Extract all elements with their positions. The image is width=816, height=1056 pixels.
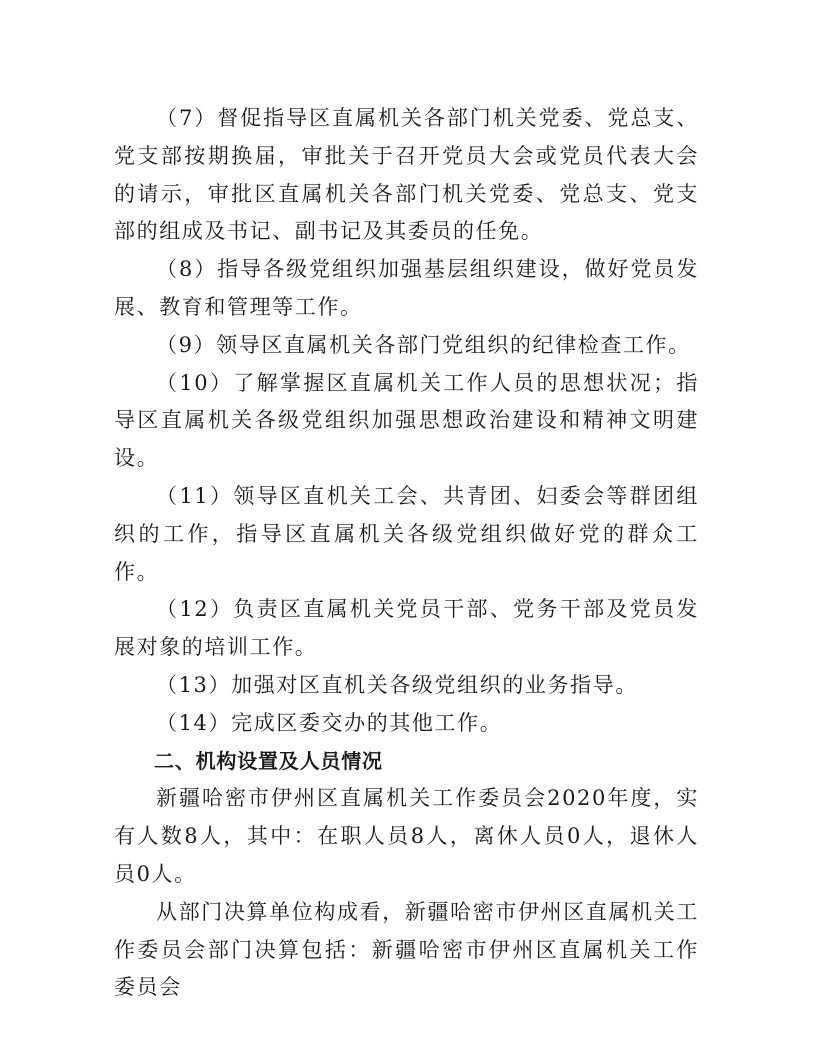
composition-paragraph: 从部门决算单位构成看，新疆哈密市伊州区直属机关工作委员会部门决算包括：新疆哈密市伊州区直属机关工作委员会 (114, 899, 699, 1000)
paragraph-item-12: （12）负责区直属机关党员干部、党务干部及党员发展对象的培训工作。 (114, 597, 699, 660)
staffing-paragraph: 新疆哈密市伊州区直属机关工作委员会2020年度，实有人数8人，其中：在职人员8人，离休人员0人，退休人员0人。 (114, 786, 699, 886)
paragraph-item-7: （7）督促指导区直属机关各部门机关党委、党总支、党支部按期换届，审批关于召开党员大会或党员代表大会的请示，审批区直属机关各部门机关党委、党总支、党支部的组成及书记、副书记及其委员的任免。 (114, 106, 699, 244)
paragraph-item-8: （8）指导各级党组织加强基层组织建设，做好党员发展、教育和管理等工作。 (114, 257, 699, 319)
paragraph-item-10: （10）了解掌握区直属机关工作人员的思想状况；指导区直属机关各级党组织加强思想政治建设和精神文明建设。 (114, 370, 699, 471)
paragraph-item-11: （11）领导区直机关工会、共青团、妇委会等群团组织的工作，指导区直属机关各级党组织做好党的群众工作。 (114, 483, 699, 584)
document-body (114, 100, 699, 1007)
paragraph-item-14: （14）完成区委交办的其他工作。 (156, 710, 503, 735)
paragraph-item-9: （9）领导区直属机关各部门党组织的纪律检查工作。 (156, 332, 691, 357)
paragraph-item-13: （13）加强对区直机关各级党组织的业务指导。 (156, 672, 638, 697)
section-heading: 二、机构设置及人员情况 (154, 748, 383, 773)
